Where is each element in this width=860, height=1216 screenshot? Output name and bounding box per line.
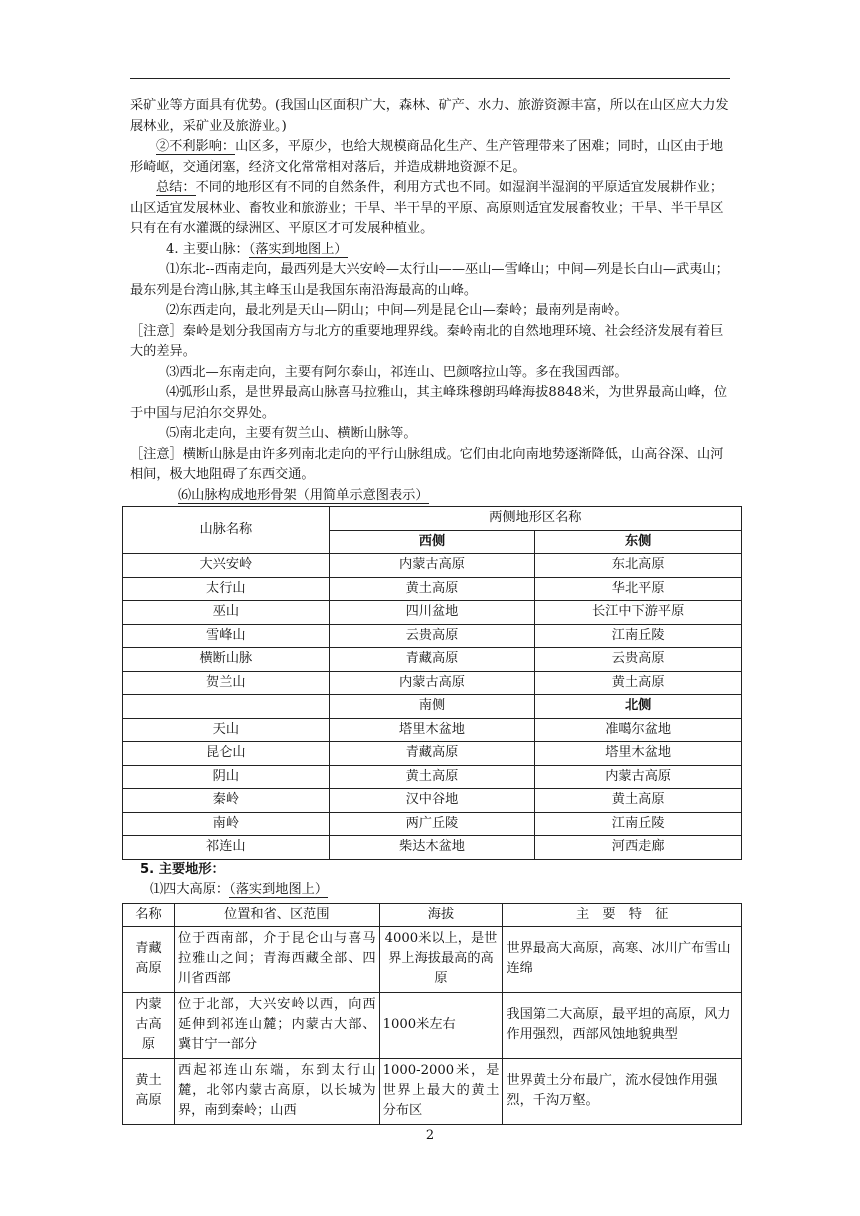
- cell: 阴山: [123, 765, 330, 789]
- underlined-heading: 总结：: [156, 180, 196, 195]
- paragraph: ⑴东北--西南走向，最西列是大兴安岭—太行山——巫山—雪峰山；中间—列是长白山—武夷山；最东列是台湾山脉,其主峰玉山是我国东南沿海最高的山峰。: [130, 262, 729, 298]
- cell: 秦岭: [123, 789, 330, 813]
- cell: 汉中谷地: [329, 789, 535, 813]
- table-row: [123, 812, 742, 836]
- cell: 塔里木盆地: [329, 718, 535, 742]
- paragraph: ⑷弧形山系，是世界最高山脉喜马拉雅山，其主峰珠穆朗玛峰海拔8848米，为世界最高山峰，位于中国与尼泊尔交界处。: [130, 385, 728, 421]
- underlined-heading: ②不利影响：: [156, 139, 236, 154]
- cell: 内蒙古高原: [123, 992, 175, 1058]
- paragraph: ⑸南北走向，主要有贺兰山、横断山脉等。: [166, 426, 417, 441]
- table-row: [123, 742, 742, 766]
- table-row: [123, 1058, 742, 1124]
- cell: 云贵高原: [329, 624, 535, 648]
- col-header: 位置和省、区范围: [174, 903, 379, 926]
- cell: 长江中下游平原: [535, 601, 742, 625]
- table-row: [123, 718, 742, 742]
- cell: 江南丘陵: [535, 624, 742, 648]
- cell: 四川盆地: [329, 601, 535, 625]
- cell: 1000米左右: [379, 992, 503, 1058]
- caption-text: ⑹山脉构成地形骨架（用简单示意图表示）: [178, 487, 429, 503]
- table-row: [123, 577, 742, 601]
- cell: 横断山脉: [123, 648, 330, 672]
- cell: 我国第二大高原，最平坦的高原，风力作用强烈，西部风蚀地貌典型: [503, 992, 742, 1058]
- paragraph-text: 不同的地形区有不同的自然条件，利用方式也不同。如湿润半湿润的平原适宜发展耕作业；山区适宜发展林业、畜牧业和旅游业；干旱、半干旱的平原、高原则适宜发展畜牧业；干旱、半干旱区只有在有水灌溉的绿洲区、平原区才可发展种植业。: [130, 180, 724, 236]
- col-header-west: 西侧: [329, 530, 535, 554]
- page-number: 2: [425, 1128, 435, 1143]
- section-5-heading: 5. 主要地形：: [140, 861, 225, 877]
- table-row: [123, 992, 742, 1058]
- cell: 雪峰山: [123, 624, 330, 648]
- cell: 贺兰山: [123, 671, 330, 695]
- col-header-east: 东侧: [535, 530, 742, 554]
- cell: 巫山: [123, 601, 330, 625]
- table-row: [123, 671, 742, 695]
- col-header: 名称: [123, 903, 175, 926]
- cell: 大兴安岭: [123, 554, 330, 578]
- table-subheader-row: [123, 695, 742, 719]
- cell: 准噶尔盆地: [535, 718, 742, 742]
- cell: 天山: [123, 718, 330, 742]
- table-header-row: [123, 903, 742, 926]
- cell: 青藏高原: [329, 742, 535, 766]
- cell-empty: [123, 695, 330, 719]
- table-row: [123, 926, 742, 992]
- heading-text: ⑴四大高原：: [150, 882, 230, 897]
- cell: 内蒙古高原: [535, 765, 742, 789]
- cell: 祁连山: [123, 836, 330, 860]
- note-paragraph: ［注意］秦岭是划分我国南方与北方的重要地理界线。秦岭南北的自然地理环境、社会经济发展有着巨大的差异。: [130, 323, 724, 359]
- cell: 内蒙古高原: [329, 671, 535, 695]
- paragraph: ⑵东西走向，最北列是天山—阴山；中间—列是昆仑山—秦岭；最南列是南岭。: [166, 303, 628, 318]
- mountain-table: [122, 506, 742, 860]
- col-header-name: 山脉名称: [123, 507, 330, 554]
- page-content: [130, 96, 734, 1125]
- header-rule: [130, 78, 730, 79]
- cell: 世界黄土分布最广，流水侵蚀作用强烈，千沟万壑。: [503, 1058, 742, 1124]
- heading-text: 4. 主要山脉：: [166, 241, 249, 257]
- paragraph: 采矿业等方面具有优势。(我国山区面积广大，森林、矿产、水力、旅游资源丰富，所以在山区应大力发展林业，采矿业及旅游业。): [130, 98, 729, 134]
- cell: 4000米以上，是世界上海拔最高的高原: [379, 926, 503, 992]
- col-header-south: 南侧: [329, 695, 535, 719]
- paragraph: [130, 137, 734, 178]
- cell: 华北平原: [535, 577, 742, 601]
- paragraph: ⑶西北—东南走向，主要有阿尔泰山，祁连山、巴颜喀拉山等。多在我国西部。: [166, 364, 628, 380]
- underlined-note: （落实到地图上）: [229, 882, 329, 897]
- paragraph-text: 山区多，平原少，也给大规模商品化生产、生产管理带来了困难；同时，山区由于地形崎岖，交通闭塞，经济文化常常相对落后，并造成耕地资源不足。: [130, 139, 724, 175]
- cell: 青藏高原: [123, 926, 175, 992]
- cell: 黄土高原: [329, 577, 535, 601]
- table-row: [123, 648, 742, 672]
- cell: 西起祁连山东端，东到太行山麓，北邻内蒙古高原，以长城为界，南到秦岭；山西: [174, 1058, 379, 1124]
- cell: 位于西南部，介于昆仑山与喜马拉雅山之间；青海西藏全部、四川省西部: [174, 926, 379, 992]
- cell: 云贵高原: [535, 648, 742, 672]
- cell: 东北高原: [535, 554, 742, 578]
- cell: 黄土高原: [329, 765, 535, 789]
- table-row: [123, 836, 742, 860]
- cell: 位于北部，大兴安岭以西，向西延伸到祁连山麓；内蒙古大部、冀甘宁一部分: [174, 992, 379, 1058]
- section-4-heading: [130, 240, 734, 261]
- cell: 世界最高大高原，高寒、冰川广布雪山连绵: [503, 926, 742, 992]
- table-row: [123, 624, 742, 648]
- note-paragraph: ［注意］横断山脉是由许多列南北走向的平行山脉组成。它们由北向南地势逐渐降低，山高谷深、山河相间，极大地阻碍了东西交通。: [130, 446, 724, 482]
- cell: 太行山: [123, 577, 330, 601]
- cell: 内蒙古高原: [329, 554, 535, 578]
- cell: 塔里木盆地: [535, 742, 742, 766]
- subsection-heading: [150, 880, 734, 901]
- table-row: [123, 601, 742, 625]
- cell: 黄土高原: [535, 789, 742, 813]
- underlined-note: （落实到地图上）: [248, 241, 348, 257]
- cell: 昆仑山: [123, 742, 330, 766]
- plateau-table: [122, 903, 742, 1125]
- table-row: [123, 789, 742, 813]
- cell: 1000-2000米，是世界上最大的黄土分布区: [379, 1058, 503, 1124]
- paragraph: [130, 178, 734, 240]
- cell: 黄土高原: [123, 1058, 175, 1124]
- col-header: 海拔: [379, 903, 503, 926]
- cell: 河西走廊: [535, 836, 742, 860]
- table-row: [123, 554, 742, 578]
- table-row: [123, 765, 742, 789]
- cell: 江南丘陵: [535, 812, 742, 836]
- cell: 黄土高原: [535, 671, 742, 695]
- col-header-group: 两侧地形区名称: [329, 507, 741, 531]
- cell: 两广丘陵: [329, 812, 535, 836]
- col-header-north: 北侧: [535, 695, 742, 719]
- cell: 南岭: [123, 812, 330, 836]
- cell: 青藏高原: [329, 648, 535, 672]
- cell: 柴达木盆地: [329, 836, 535, 860]
- col-header: 主 要 特 征: [503, 903, 742, 926]
- table-caption: [178, 486, 734, 507]
